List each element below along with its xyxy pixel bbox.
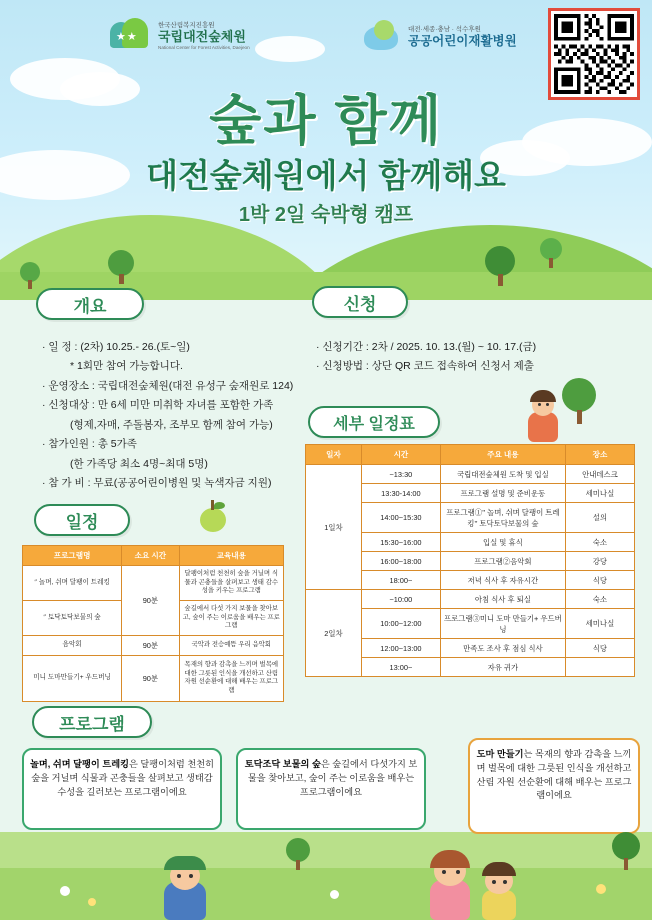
- section-tag-overview: 개요: [36, 288, 144, 320]
- cell-place: 식당: [565, 639, 634, 658]
- hospital-logo-icon: [362, 20, 402, 54]
- cell-program-name: ‘’ 토닥토닥보물의 숲: [23, 600, 122, 635]
- logo-kfs-main: 국립대전숲체원: [158, 28, 246, 44]
- overview-list: [42, 338, 302, 493]
- cell-place: 세미나실: [565, 484, 634, 503]
- cell-description: 국악과 전승예뜸 우리 음악회: [179, 635, 283, 655]
- flower-icon: [60, 886, 70, 896]
- bottom-band-2: [0, 868, 652, 920]
- program-card-3-body: 는 목재의 향과 감촉을 느끼며 벌목에 대한 그릇된 인식을 개선하고 산림 자원 선순환에 대해 배우는 프로그램이에요: [476, 749, 632, 801]
- cell-duration: 90분: [122, 635, 179, 655]
- overview-line: · 참 가 비 : 무료(공공어린이병원 및 녹색자금 지원): [42, 476, 272, 489]
- overview-line: · 참가인원 : 총 5가족: [42, 438, 137, 451]
- col-time: 시간: [361, 445, 440, 465]
- cell-time: 13:00~: [361, 658, 440, 677]
- cell-content: 국립대전숲체원 도착 및 입실: [440, 465, 565, 484]
- cell-place: 식당: [565, 571, 634, 590]
- cell-content: 입실 및 휴식: [440, 533, 565, 552]
- col-duration: 소요 시간: [122, 546, 179, 566]
- cell-place: 숙소: [565, 590, 634, 609]
- cell-place: 세미나실: [565, 609, 634, 639]
- program-card-1: [22, 748, 222, 830]
- cell-place: 숙소: [565, 533, 634, 552]
- cell-content: 만족도 조사 후 점심 식사: [440, 639, 565, 658]
- overview-line: · 일 정 : (2차) 10.25.- 26.(토~일): [42, 341, 190, 353]
- overview-line: · 운영장소 : 국립대전숲체원(대전 유성구 숲재원로 124): [42, 379, 294, 392]
- logo-hospital: [362, 20, 517, 54]
- cell-time: 14:00~15:30: [361, 503, 440, 533]
- table-row: [23, 566, 284, 601]
- cell-place: 안내데스크: [565, 465, 634, 484]
- cell-time: 15:30~16:00: [361, 533, 440, 552]
- cell-content: 프로그램②음악회: [440, 552, 565, 571]
- col-place: 장소: [565, 445, 634, 465]
- tree-icon: [562, 378, 596, 412]
- tree-icon: [286, 838, 310, 862]
- program-card-3: [468, 738, 640, 834]
- cell-place: [565, 658, 634, 677]
- character-icon: [520, 390, 566, 446]
- flower-icon: [330, 890, 339, 899]
- table-row: [306, 590, 635, 609]
- section-tag-schedule: 일정: [34, 504, 130, 536]
- tree-icon: [540, 238, 562, 260]
- cell-content: 자유 귀가: [440, 658, 565, 677]
- program-card-2: [236, 748, 426, 830]
- apply-list: [316, 338, 646, 377]
- cell-place: 설의: [565, 503, 634, 533]
- apply-line: · 신청방법 : 상단 QR 코드 접속하여 신청서 제출: [316, 360, 534, 373]
- col-program-name: 프로그램명: [23, 546, 122, 566]
- overview-line: * 1회만 참여 가능합니다.: [70, 360, 183, 373]
- program-card-2-title: 토닥조닥 보물의 숲: [244, 759, 321, 769]
- section-tag-detail-schedule: 세부 일정표: [308, 406, 440, 438]
- program-card-1-title: 놀며, 쉬며 달팽이 트레킹: [30, 759, 129, 769]
- cell-program-name: ‘’ 놀며, 쉬며 달팽이 트레킹: [23, 566, 122, 601]
- program-card-2-body: 은 숲길에서 다섯가지 보물을 찾아보고, 숲이 주는 이로움을 배우는 프로그램이에요: [247, 759, 418, 797]
- section-tag-program: 프로그램: [32, 706, 152, 738]
- cell-time: 18:00~: [361, 571, 440, 590]
- program-card-1-body: 은 달팽이처럼 천천히 숲을 거닐며 식물과 곤충들을 살펴보고 생태감수성을 길러보는 프로그램이에요: [31, 759, 214, 797]
- page-subtitle: 대전숲체원에서 함께해요: [146, 157, 506, 194]
- cell-content: 프로그램 설명 및 준비운동: [440, 484, 565, 503]
- table-row: [23, 655, 284, 701]
- program-card-3-title: 도마 만들기: [476, 749, 524, 759]
- page-title: 숲과 함께: [209, 91, 443, 151]
- col-content: 주요 내용: [440, 445, 565, 465]
- logo-kfs: [110, 18, 250, 54]
- overview-line: (한 가족당 최소 4명~최대 5명): [70, 457, 208, 470]
- col-description: 교육내용: [179, 546, 283, 566]
- character-boy-icon: [150, 856, 220, 920]
- cell-day: 2일차: [306, 590, 362, 677]
- tree-icon: [20, 262, 40, 282]
- cell-time: 12:00~13:00: [361, 639, 440, 658]
- flower-icon: [596, 884, 606, 894]
- section-tag-apply: 신청: [312, 286, 408, 318]
- cell-day: 1일차: [306, 465, 362, 590]
- cell-time: ~10:00: [361, 590, 440, 609]
- cell-content: 저녁 식사 후 자유시간: [440, 571, 565, 590]
- cell-time: 10:00~12:00: [361, 609, 440, 639]
- cell-duration: 90분: [122, 566, 179, 636]
- cell-place: 강당: [565, 552, 634, 571]
- logo-hospital-main: 공공어린이재활병원: [408, 33, 517, 48]
- cell-description: 달팽이처럼 천천히 숲을 거닐며 식물과 곤충들을 살펴보고 생태 감수성을 키우는 프로그램: [179, 566, 283, 601]
- cell-time: ~13:30: [361, 465, 440, 484]
- apply-line: · 신청기간 : 2차 / 2025. 10. 13.(월) ~ 10. 17.(금): [316, 341, 537, 353]
- detail-schedule-table: [305, 444, 635, 677]
- tree-icon: [108, 250, 134, 276]
- overview-line: · 신청대상 : 만 6세 미만 미취학 자녀를 포함한 가족: [42, 399, 274, 412]
- apple-icon: [198, 500, 228, 534]
- logo-kfs-sub: 한국산림복지진흥원: [158, 22, 215, 30]
- overview-line: (형제,자매, 주돌봄자, 조부모 함께 참여 가능): [70, 418, 273, 431]
- cell-description: 숲길에서 다섯 가지 보물을 찾아보고, 숲이 주는 이로움을 배우는 프로그램: [179, 600, 283, 635]
- table-header-row: [23, 546, 284, 566]
- col-day: 일자: [306, 445, 362, 465]
- cell-program-name: 미니 도마만들기+ 우드버닝: [23, 655, 122, 701]
- cell-content: 프로그램③미니 도마 만들기+ 우드버닝: [440, 609, 565, 639]
- flower-icon: [88, 898, 96, 906]
- tree-icon: [612, 832, 640, 860]
- cell-program-name: 음악회: [23, 635, 122, 655]
- logo-hospital-sub: 대전·세종·충남 · 석수후원: [408, 26, 481, 34]
- tree-icon: [485, 246, 515, 276]
- table-row: [23, 635, 284, 655]
- cell-duration: 90분: [122, 655, 179, 701]
- logo-kfs-eng: National Center for Forest Activities, Daejeon: [158, 44, 250, 50]
- program-schedule-table: [22, 545, 284, 702]
- cell-time: 16:00~18:00: [361, 552, 440, 571]
- page-subtitle-2: 1박 2일 숙박형 캠프: [238, 204, 414, 226]
- cell-time: 13:30-14:00: [361, 484, 440, 503]
- forest-logo-icon: ★★: [110, 18, 152, 54]
- table-row: [306, 465, 635, 484]
- table-header-row: [306, 445, 635, 465]
- cell-content: 아침 식사 후 퇴실: [440, 590, 565, 609]
- cell-content: 프로그램①’’ 놀며, 쉬며 달팽이 트레킹’’ 토닥토닥보물의 숲: [440, 503, 565, 533]
- character-child-icon: [472, 862, 528, 920]
- cell-description: 목재의 향과 감촉을 느끼며 벌목에 대한 그릇된 인식을 개선하고 산림자원 선순환에 대해 배우는 프로그램: [179, 655, 283, 701]
